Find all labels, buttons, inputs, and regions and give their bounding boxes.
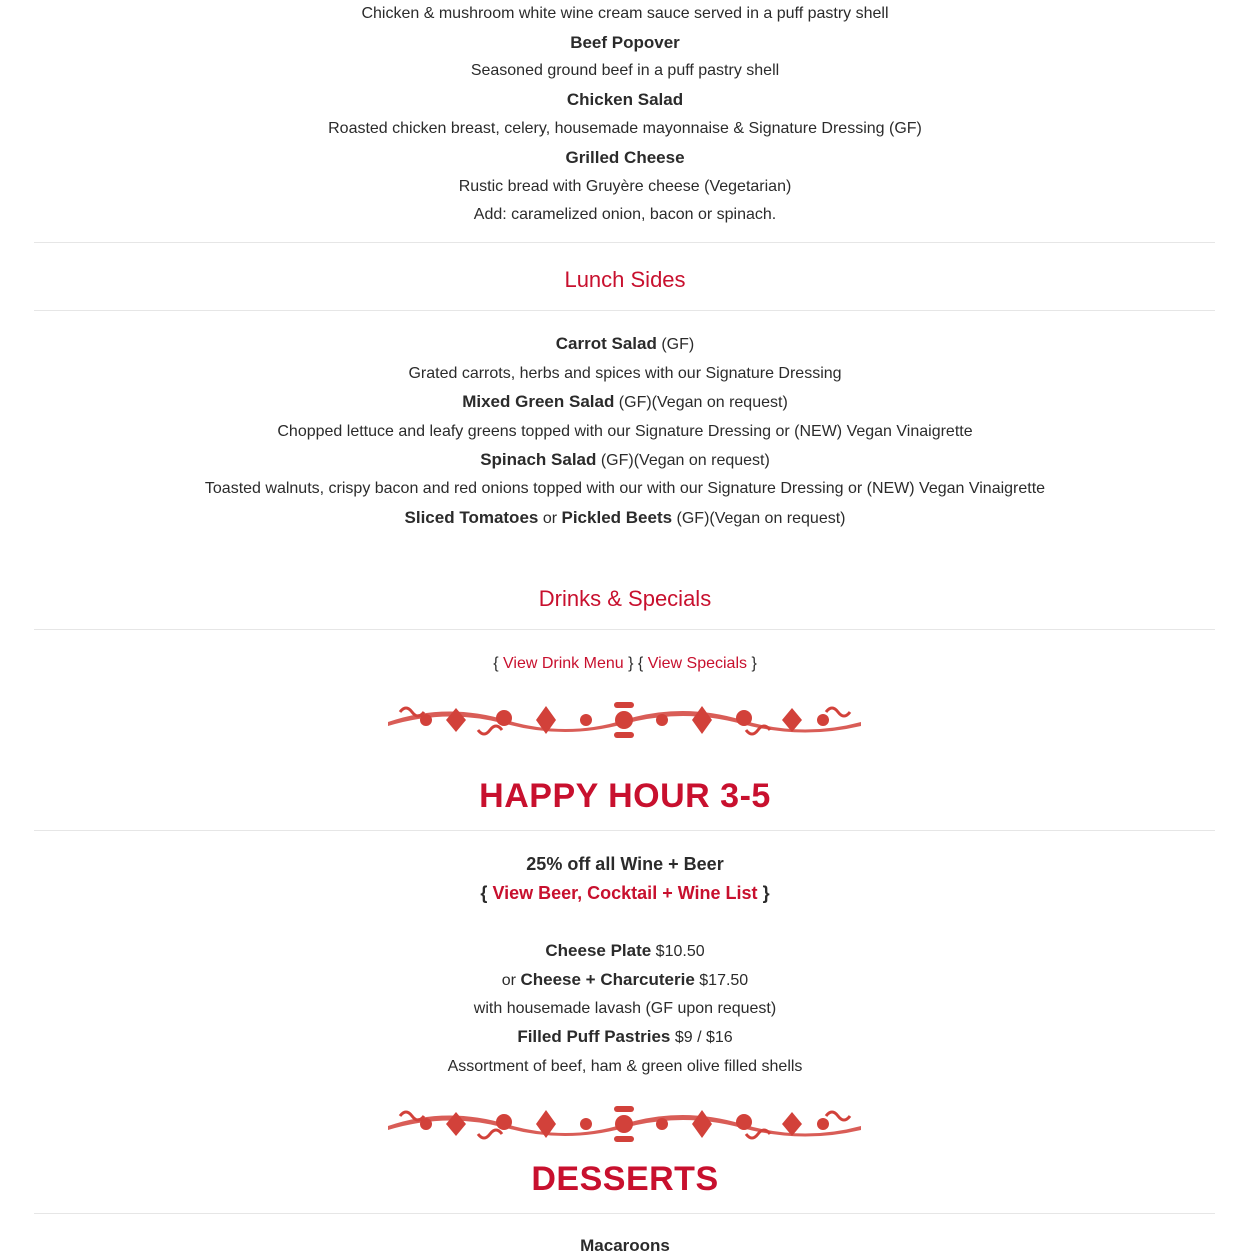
cheese-plate-name: Cheese Plate <box>545 941 652 960</box>
open-brace: { <box>480 883 488 903</box>
divider <box>34 242 1215 243</box>
cheese-charcuterie-name: Cheese + Charcuterie <box>520 970 695 989</box>
desserts-heading: DESSERTS <box>531 1160 719 1198</box>
folk-ornament-divider-icon <box>386 1104 863 1144</box>
puff-pastries-description: Assortment of beef, ham & green olive filled shells <box>447 1058 803 1075</box>
spinach-salad-description: Toasted walnuts, crispy bacon and red onions topped with our with our Signature Dressing or (NEW) Vegan Vinaigrette <box>204 480 1046 497</box>
grilled-cheese-addons: Add: caramelized onion, bacon or spinach. <box>473 206 777 223</box>
beef-popover-name: Beef Popover <box>570 33 680 52</box>
macaroons-name: Macaroons <box>580 1236 670 1255</box>
pot-pie-description: Chicken & mushroom white wine cream sauce served in a puff pastry shell <box>361 5 889 22</box>
divider <box>34 830 1215 831</box>
drinks-links-line <box>0 654 1250 674</box>
close-brace: } <box>762 883 770 903</box>
divider <box>34 629 1215 630</box>
middle-braces: } { <box>628 655 644 672</box>
beef-popover-description: Seasoned ground beef in a puff pastry shell <box>470 62 780 79</box>
chicken-salad-name: Chicken Salad <box>566 90 684 109</box>
chicken-salad-description: Roasted chicken breast, celery, housemade mayonnaise & Signature Dressing (GF) <box>328 120 922 137</box>
carrot-salad-description: Grated carrots, herbs and spices with our Signature Dressing <box>408 365 842 382</box>
puff-pastries-line <box>0 1027 1250 1048</box>
charcuterie-line <box>0 970 1250 991</box>
mixed-green-salad-name: Mixed Green Salad <box>462 392 615 411</box>
pickled-beets-tag: (GF)(Vegan on request) <box>676 510 846 527</box>
pickled-beets-name: Pickled Beets <box>561 508 673 527</box>
filled-puff-pastries-name: Filled Puff Pastries <box>517 1027 671 1046</box>
or-word: or <box>542 510 558 527</box>
cheese-plate-line <box>0 941 1250 962</box>
view-drink-menu-link[interactable]: View Drink Menu <box>503 655 624 672</box>
sliced-tomatoes-name: Sliced Tomatoes <box>404 508 539 527</box>
or-word: or <box>501 972 517 989</box>
lavash-note: with housemade lavash (GF upon request) <box>473 1000 777 1017</box>
grilled-cheese-name: Grilled Cheese <box>565 148 685 167</box>
open-brace: { <box>493 655 499 672</box>
divider <box>34 1213 1215 1214</box>
drinks-specials-heading: Drinks & Specials <box>538 586 712 611</box>
filled-puff-pastries-price: $9 / $16 <box>674 1029 733 1046</box>
lunch-sides-heading: Lunch Sides <box>564 267 686 292</box>
spinach-salad-name: Spinach Salad <box>480 450 597 469</box>
spinach-salad-line <box>0 450 1250 471</box>
divider <box>34 310 1215 311</box>
cheese-plate-price: $10.50 <box>655 943 705 960</box>
beer-list-line <box>0 883 1250 903</box>
view-beer-cocktail-wine-list-link[interactable]: View Beer, Cocktail + Wine List <box>492 883 758 903</box>
happy-hour-discount: 25% off all Wine + Beer <box>526 854 724 874</box>
folk-ornament-divider-icon <box>386 700 863 740</box>
view-specials-link[interactable]: View Specials <box>647 655 747 672</box>
mixed-green-salad-line <box>0 392 1250 413</box>
mixed-green-salad-tag: (GF)(Vegan on request) <box>618 394 788 411</box>
close-brace: } <box>751 655 757 672</box>
happy-hour-heading: HAPPY HOUR 3-5 <box>479 777 771 815</box>
spinach-salad-tag: (GF)(Vegan on request) <box>600 452 770 469</box>
mixed-green-salad-description: Chopped lettuce and leafy greens topped with our Signature Dressing or (NEW) Vegan Vinaigrette <box>277 423 973 440</box>
carrot-salad-name: Carrot Salad <box>555 334 657 353</box>
cheese-charcuterie-price: $17.50 <box>699 972 749 989</box>
tomatoes-beets-line <box>0 508 1250 529</box>
carrot-salad-line <box>0 334 1250 355</box>
grilled-cheese-description: Rustic bread with Gruyère cheese (Vegetarian) <box>458 178 792 195</box>
carrot-salad-tag: (GF) <box>661 336 695 353</box>
